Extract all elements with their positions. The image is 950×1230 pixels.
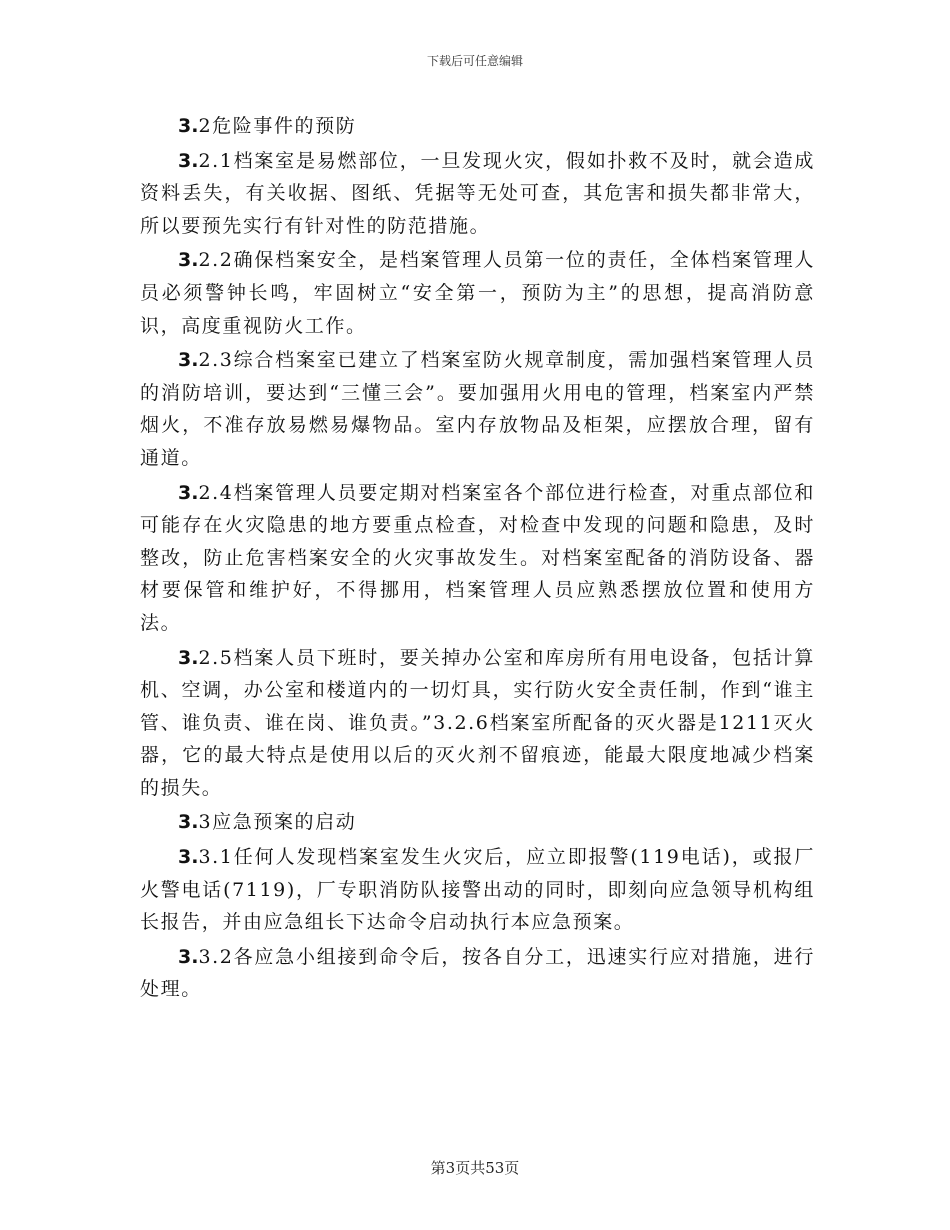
paragraph-text: 2.3综合档案室已建立了档案室防火规章制度，需加强档案管理人员的消防培训，要达到“三懂三会”。要加强用火用电的管理，档案室内严禁烟火，不准存放易燃易爆物品。室内存放物品及柜架，应摆放合理，留有通道。 [140, 349, 815, 469]
paragraph-3-2-3 [140, 344, 815, 474]
paragraph-text: 2.4档案管理人员要定期对档案室各个部位进行检查，对重点部位和可能存在火灾隐患的地方要重点检查，对检查中发现的问题和隐患，及时整改，防止危害档案安全的火灾事故发生。对档案室配备的消防设备、器材要保管和维护好，不得挪用，档案管理人员应熟悉摆放位置和使用方法。 [140, 481, 815, 634]
paragraph-3-2-4 [140, 477, 815, 640]
paragraph-3-2-2 [140, 244, 815, 342]
paragraph-text: 2.1档案室是易燃部位，一旦发现火灾，假如扑救不及时，就会造成资料丢失，有关收据、图纸、凭据等无处可查，其危害和损失都非常大，所以要预先实行有针对性的防范措施。 [140, 149, 815, 237]
paragraph-text: 2.5档案人员下班时，要关掉办公室和库房所有用电设备，包括计算机、空调，办公室和楼道内的一切灯具，实行防火安全责任制，作到“谁主管、谁负责、谁在岗、谁负责。”3.2.6档案室所配备的灭火器是1211灭火器，它的最大特点是使用以后的灭火剂不留痕迹，能最大限度地减少档案的损失。 [140, 646, 815, 799]
paragraph-text: 3.2各应急小组接到命令后，按各自分工，迅速实行应对措施，进行处理。 [140, 945, 815, 1001]
section-number: 3. [178, 846, 199, 869]
section-number: 3. [178, 115, 199, 137]
paragraph-3-3-2 [140, 941, 815, 1006]
section-number: 3. [178, 149, 199, 172]
paragraph-text: 2危险事件的预防 [198, 115, 357, 137]
document-body [140, 110, 815, 1008]
section-number: 3. [178, 249, 199, 272]
paragraph-3-3 [140, 806, 815, 839]
section-number: 3. [178, 811, 199, 834]
section-number: 3. [178, 481, 199, 504]
paragraph-text: 3应急预案的启动 [198, 811, 357, 834]
page-footer: 第3页共53页 [430, 1159, 520, 1177]
paragraph-3-2-1 [140, 145, 815, 243]
section-number: 3. [178, 349, 199, 372]
section-number: 3. [178, 945, 199, 968]
page-header: 下载后可任意编辑 [426, 54, 523, 68]
paragraph-3-2-5 [140, 642, 815, 805]
section-number: 3. [178, 646, 199, 669]
paragraph-3-2 [140, 110, 815, 143]
paragraph-3-3-1 [140, 841, 815, 939]
paragraph-text: 3.1任何人发现档案室发生火灾后，应立即报警(119电话)，或报厂火警电话(7119)，厂专职消防队接警出动的同时，即刻向应急领导机构组长报告，并由应急组长下达命令启动执行本应急预案。 [140, 846, 815, 934]
paragraph-text: 2.2确保档案安全，是档案管理人员第一位的责任，全体档案管理人员必须警钟长鸣，牢固树立“安全第一，预防为主”的思想，提高消防意识，高度重视防火工作。 [140, 249, 815, 337]
